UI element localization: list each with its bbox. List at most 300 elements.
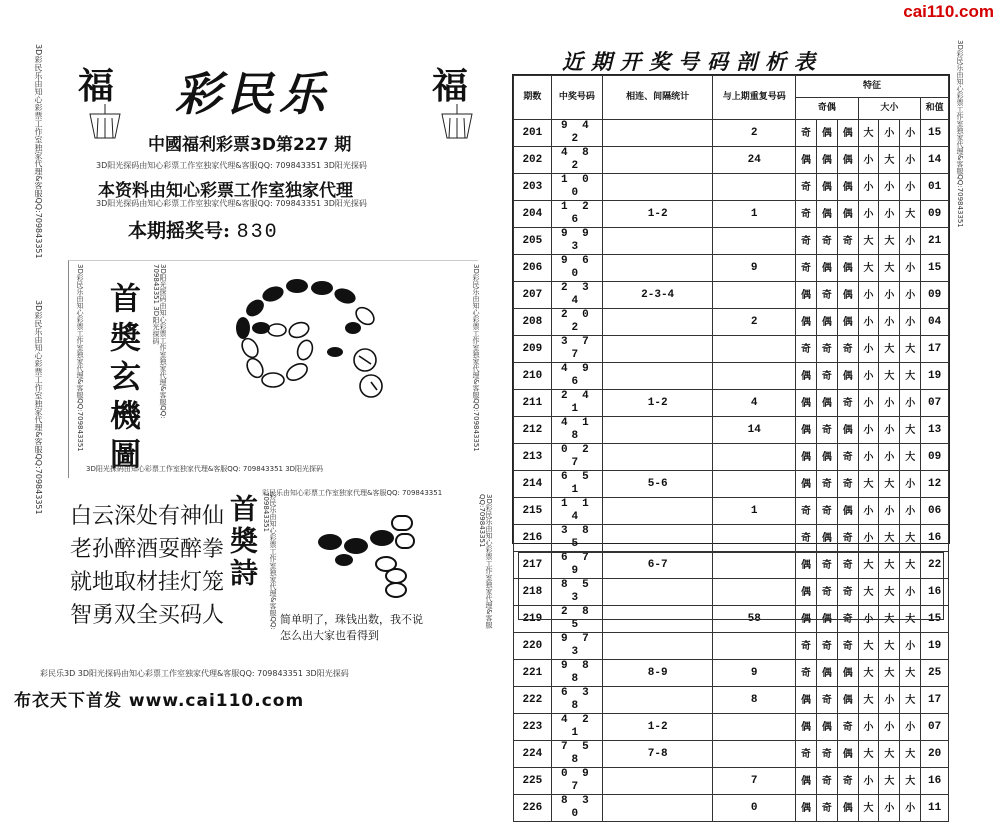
cell-parity: 偶 (816, 201, 837, 228)
table-row (514, 444, 949, 471)
cell-gap: 1-2 (603, 714, 713, 741)
cell-parity: 奇 (816, 687, 837, 714)
table-row (514, 714, 949, 741)
tassel-left-icon (80, 104, 130, 140)
cell-issue: 214 (514, 471, 552, 498)
cell-repeat (713, 444, 796, 471)
cell-issue: 215 (514, 498, 552, 525)
puzzle-contact-strip: 3D阳光探码由知心彩票工作室独家代理&客服QQ: 709843351 3D阳光探码 (152, 264, 167, 419)
cell-size: 大 (879, 228, 900, 255)
cell-size: 大 (858, 120, 879, 147)
fu-character-left: 福 (78, 65, 115, 107)
cell-parity: 偶 (796, 552, 817, 579)
cell-issue: 223 (514, 714, 552, 741)
cell-parity: 奇 (796, 174, 817, 201)
footer-contact-line: 彩民乐3D 3D阳光探码由知心彩票工作室独家代理&客服QQ: 709843351 3D阳光探码 (40, 669, 349, 678)
table-row (514, 417, 949, 444)
cell-repeat (713, 714, 796, 741)
cell-size: 小 (900, 174, 921, 201)
coin-poem-illustration (300, 512, 430, 600)
cell-parity: 奇 (837, 471, 858, 498)
cell-parity: 偶 (837, 741, 858, 768)
cell-repeat (713, 363, 796, 390)
cell-parity: 偶 (796, 444, 817, 471)
cell-size: 小 (879, 417, 900, 444)
cell-size: 小 (858, 606, 879, 633)
cell-size: 小 (900, 147, 921, 174)
table-row (514, 147, 949, 174)
cell-sum: 19 (921, 633, 949, 660)
cell-gap (603, 525, 713, 552)
table-row (514, 795, 949, 822)
poem-line: 就地取材挂灯笼 (70, 570, 225, 595)
cell-parity: 偶 (796, 606, 817, 633)
table-row (514, 336, 949, 363)
cell-gap: 7-8 (603, 741, 713, 768)
cell-parity: 奇 (796, 201, 817, 228)
cell-parity: 偶 (816, 714, 837, 741)
cell-number: 6 5 1 (551, 471, 602, 498)
puzzle-contact-strip-outer: 3D彩民乐由知心彩票工作室独家代理&客服QQ:709843351 (76, 264, 84, 452)
cell-repeat: 1 (713, 498, 796, 525)
cell-repeat (713, 282, 796, 309)
cell-size: 小 (900, 498, 921, 525)
cell-size: 大 (858, 687, 879, 714)
cell-repeat: 14 (713, 417, 796, 444)
cell-number: 9 9 3 (551, 228, 602, 255)
cell-number: 4 2 1 (551, 714, 602, 741)
cell-parity: 奇 (837, 525, 858, 552)
table-row (514, 633, 949, 660)
cell-size: 小 (900, 633, 921, 660)
note-line: 简单明了，珠钱出数，我不说 (280, 613, 423, 626)
draw-number: 830 (236, 221, 279, 244)
table-row (514, 309, 949, 336)
contact-line-top: 3D阳光探码由知心彩票工作室独家代理&客服QQ: 709843351 3D阳光探码 (96, 161, 367, 170)
cell-parity: 奇 (796, 336, 817, 363)
tassel-right-icon (432, 104, 482, 140)
cell-size: 小 (858, 309, 879, 336)
cell-parity: 偶 (816, 120, 837, 147)
cell-parity: 奇 (796, 228, 817, 255)
cell-size: 大 (858, 255, 879, 282)
cell-size: 大 (900, 336, 921, 363)
cell-issue: 221 (514, 660, 552, 687)
cell-parity: 奇 (796, 741, 817, 768)
table-row (514, 255, 949, 282)
cell-size: 大 (858, 660, 879, 687)
cell-repeat: 1 (713, 201, 796, 228)
header-feature: 特征 (796, 76, 949, 98)
brand-title: 彩民乐 (175, 67, 331, 121)
cell-issue: 222 (514, 687, 552, 714)
draw-history-table-frame (512, 74, 950, 820)
cell-issue: 220 (514, 633, 552, 660)
cell-repeat (713, 741, 796, 768)
cell-size: 大 (879, 741, 900, 768)
cell-size: 大 (879, 336, 900, 363)
blank-notes-box (518, 552, 944, 620)
cell-size: 小 (900, 795, 921, 822)
cell-parity: 奇 (837, 552, 858, 579)
header-issue: 期数 (514, 76, 552, 120)
cell-parity: 奇 (796, 660, 817, 687)
fu-character-right: 福 (432, 65, 469, 107)
header-size: 大小 (858, 98, 921, 120)
cell-number: 1 0 0 (551, 174, 602, 201)
table-row (514, 498, 949, 525)
cell-parity: 奇 (816, 282, 837, 309)
poem-contact-strip: 彩民乐由知心彩票工作室独家代理&客服QQ: 709843351 (262, 492, 277, 630)
cell-issue: 210 (514, 363, 552, 390)
cell-size: 大 (900, 444, 921, 471)
cell-parity: 偶 (837, 417, 858, 444)
table-row (514, 525, 949, 552)
cell-parity: 偶 (837, 498, 858, 525)
table-row (514, 471, 949, 498)
poem-line: 白云深处有神仙 (70, 504, 225, 529)
cell-repeat: 8 (713, 687, 796, 714)
cell-size: 小 (858, 444, 879, 471)
cell-size: 大 (900, 687, 921, 714)
cell-gap (603, 768, 713, 795)
cell-sum: 19 (921, 363, 949, 390)
cell-repeat (713, 228, 796, 255)
cell-parity: 偶 (837, 795, 858, 822)
draw-history-table (513, 75, 949, 822)
cell-issue: 205 (514, 228, 552, 255)
cell-size: 小 (858, 417, 879, 444)
cell-repeat (713, 633, 796, 660)
cell-parity: 奇 (816, 795, 837, 822)
cell-issue: 213 (514, 444, 552, 471)
table-row (514, 390, 949, 417)
cell-size: 大 (879, 552, 900, 579)
draw-label: 本期摇奖号: (128, 220, 231, 242)
cell-size: 大 (879, 255, 900, 282)
table-row (514, 741, 949, 768)
cell-parity: 奇 (816, 552, 837, 579)
cell-issue: 202 (514, 147, 552, 174)
cell-sum: 16 (921, 579, 949, 606)
cell-parity: 奇 (816, 498, 837, 525)
cell-gap: 1-2 (603, 390, 713, 417)
cell-sum: 12 (921, 471, 949, 498)
cell-size: 大 (879, 633, 900, 660)
site-watermark-bottom: 布衣天下首发 www.cai110.com (14, 691, 305, 711)
cell-sum: 09 (921, 201, 949, 228)
cell-repeat: 4 (713, 390, 796, 417)
cell-gap (603, 444, 713, 471)
agent-line: 本资料由知心彩票工作室独家代理 (98, 181, 353, 201)
cell-parity: 偶 (796, 687, 817, 714)
cell-size: 小 (900, 228, 921, 255)
cell-number: 2 8 5 (551, 606, 602, 633)
cell-parity: 偶 (837, 660, 858, 687)
table-row (514, 282, 949, 309)
cell-sum: 21 (921, 228, 949, 255)
cell-size: 大 (858, 552, 879, 579)
cell-parity: 奇 (816, 633, 837, 660)
cell-size: 小 (879, 444, 900, 471)
cell-size: 大 (858, 471, 879, 498)
cell-parity: 奇 (796, 498, 817, 525)
cell-sum: 16 (921, 525, 949, 552)
cell-parity: 偶 (816, 606, 837, 633)
cell-parity: 偶 (796, 714, 817, 741)
cell-number: 2 3 4 (551, 282, 602, 309)
cell-size: 大 (900, 552, 921, 579)
cell-size: 小 (900, 390, 921, 417)
cell-parity: 奇 (796, 120, 817, 147)
puzzle-contact-strip-right: 3D彩民乐由知心彩票工作室独家代理&客服QQ:709843351 (472, 264, 480, 452)
cell-sum: 01 (921, 174, 949, 201)
cell-size: 大 (900, 417, 921, 444)
cell-size: 小 (858, 363, 879, 390)
table-row (514, 228, 949, 255)
cell-gap (603, 255, 713, 282)
cell-issue: 217 (514, 552, 552, 579)
cell-issue: 216 (514, 525, 552, 552)
cell-gap: 1-2 (603, 201, 713, 228)
header-sum: 和值 (921, 98, 949, 120)
cell-gap (603, 633, 713, 660)
cell-parity: 奇 (816, 363, 837, 390)
cell-parity: 奇 (837, 633, 858, 660)
side-contact-strip-left: 3D彩民乐由知心彩票工作室独家代理&客服QQ:709843351 (34, 44, 43, 259)
header-gap: 相连、间隔统计 (603, 76, 713, 120)
cell-size: 小 (858, 498, 879, 525)
cell-size: 小 (879, 687, 900, 714)
cell-size: 小 (900, 579, 921, 606)
cell-size: 小 (858, 174, 879, 201)
cell-issue: 209 (514, 336, 552, 363)
issue-line: 中國福利彩票3D第227 期 (148, 135, 352, 155)
header-parity: 奇偶 (796, 98, 859, 120)
cell-number: 0 9 7 (551, 768, 602, 795)
cell-number: 3 7 7 (551, 336, 602, 363)
cell-number: 8 3 0 (551, 795, 602, 822)
cell-sum: 14 (921, 147, 949, 174)
site-watermark-top: cai110.com (903, 2, 994, 21)
cell-gap (603, 363, 713, 390)
cell-parity: 偶 (796, 795, 817, 822)
cell-size: 大 (900, 741, 921, 768)
cell-size: 小 (858, 714, 879, 741)
cell-gap (603, 309, 713, 336)
cell-parity: 偶 (796, 309, 817, 336)
cell-parity: 偶 (837, 363, 858, 390)
header-number: 中奖号码 (551, 76, 602, 120)
poem-title: 首奬詩 (226, 494, 259, 590)
cell-parity: 奇 (816, 417, 837, 444)
cell-sum: 16 (921, 768, 949, 795)
side-contact-strip-right: 3D彩民乐由知心彩票工作室独家代理&客服QQ:709843351 (956, 40, 964, 228)
cell-size: 小 (879, 282, 900, 309)
cell-number: 4 8 2 (551, 147, 602, 174)
cell-issue: 219 (514, 606, 552, 633)
cell-gap (603, 174, 713, 201)
cell-sum: 06 (921, 498, 949, 525)
cell-repeat (713, 525, 796, 552)
cell-parity: 偶 (796, 417, 817, 444)
cell-size: 小 (858, 282, 879, 309)
cell-parity: 奇 (816, 579, 837, 606)
cell-size: 大 (879, 606, 900, 633)
cell-issue: 224 (514, 741, 552, 768)
cell-number: 1 1 4 (551, 498, 602, 525)
cell-size: 大 (858, 579, 879, 606)
header-repeat: 与上期重复号码 (713, 76, 796, 120)
cell-number: 9 4 2 (551, 120, 602, 147)
cell-gap: 6-7 (603, 552, 713, 579)
cell-parity: 偶 (816, 255, 837, 282)
poem-line: 老孙醉酒耍醉拳 (70, 537, 225, 562)
cell-size: 小 (858, 525, 879, 552)
cell-parity: 奇 (837, 714, 858, 741)
cell-issue: 201 (514, 120, 552, 147)
cell-size: 大 (900, 660, 921, 687)
puzzle-contact-line: 3D阳光探码由知心彩票工作室独家代理&客服QQ: 709843351 3D阳光探码 (86, 465, 324, 473)
cell-repeat: 9 (713, 660, 796, 687)
cell-repeat: 58 (713, 606, 796, 633)
cell-parity: 偶 (796, 579, 817, 606)
cell-number: 0 2 7 (551, 444, 602, 471)
cell-gap (603, 498, 713, 525)
cell-number: 7 5 8 (551, 741, 602, 768)
cell-sum: 07 (921, 390, 949, 417)
cell-size: 大 (879, 525, 900, 552)
cell-gap: 2-3-4 (603, 282, 713, 309)
cell-gap (603, 228, 713, 255)
cell-size: 小 (900, 255, 921, 282)
cell-parity: 奇 (816, 471, 837, 498)
cell-size: 小 (858, 390, 879, 417)
poem-lines (70, 500, 224, 632)
cell-parity: 奇 (837, 606, 858, 633)
cell-parity: 奇 (816, 228, 837, 255)
poem-contact-line: 彩民乐由知心彩票工作室独家代理&客服QQ: 709843351 (262, 489, 443, 497)
poem-note (280, 612, 423, 644)
cell-parity: 奇 (816, 741, 837, 768)
cell-number: 2 0 2 (551, 309, 602, 336)
cell-parity: 偶 (796, 282, 817, 309)
cell-size: 小 (858, 201, 879, 228)
cell-parity: 奇 (796, 525, 817, 552)
cell-size: 大 (900, 525, 921, 552)
cell-size: 小 (900, 282, 921, 309)
cell-parity: 奇 (796, 255, 817, 282)
cell-issue: 225 (514, 768, 552, 795)
cell-size: 大 (900, 606, 921, 633)
cell-repeat: 7 (713, 768, 796, 795)
cell-size: 小 (879, 795, 900, 822)
cell-size: 小 (900, 471, 921, 498)
cell-number: 2 4 1 (551, 390, 602, 417)
cell-parity: 偶 (796, 768, 817, 795)
cell-size: 小 (900, 309, 921, 336)
cell-gap: 5-6 (603, 471, 713, 498)
cell-gap (603, 417, 713, 444)
cell-issue: 204 (514, 201, 552, 228)
cell-parity: 偶 (837, 687, 858, 714)
cell-parity: 奇 (837, 768, 858, 795)
cell-number: 9 7 3 (551, 633, 602, 660)
cell-sum: 09 (921, 444, 949, 471)
cell-parity: 偶 (796, 390, 817, 417)
draw-number-line (128, 216, 279, 244)
cell-sum: 25 (921, 660, 949, 687)
table-row (514, 174, 949, 201)
cell-number: 9 6 0 (551, 255, 602, 282)
cell-size: 大 (858, 741, 879, 768)
cell-sum: 09 (921, 282, 949, 309)
table-row (514, 201, 949, 228)
table-row (514, 687, 949, 714)
cell-number: 4 9 6 (551, 363, 602, 390)
cell-parity: 奇 (816, 336, 837, 363)
cell-sum: 15 (921, 120, 949, 147)
cell-size: 小 (858, 147, 879, 174)
cell-parity: 偶 (816, 174, 837, 201)
cell-parity: 偶 (816, 525, 837, 552)
cell-sum: 22 (921, 552, 949, 579)
cell-parity: 偶 (837, 282, 858, 309)
cell-size: 小 (900, 120, 921, 147)
cell-number: 3 8 5 (551, 525, 602, 552)
cell-repeat: 2 (713, 309, 796, 336)
cell-parity: 奇 (837, 336, 858, 363)
cell-size: 大 (879, 147, 900, 174)
contact-line-bottom: 3D阳光探码由知心彩票工作室独家代理&客服QQ: 709843351 3D阳光探码 (96, 199, 367, 208)
cell-repeat (713, 471, 796, 498)
cell-parity: 奇 (796, 633, 817, 660)
cell-size: 大 (858, 228, 879, 255)
cell-sum: 11 (921, 795, 949, 822)
cell-size: 小 (858, 768, 879, 795)
cell-issue: 208 (514, 309, 552, 336)
cell-sum: 15 (921, 606, 949, 633)
cell-size: 小 (879, 174, 900, 201)
cell-parity: 偶 (816, 660, 837, 687)
cell-size: 大 (900, 363, 921, 390)
cell-size: 小 (879, 120, 900, 147)
side-contact-strip-left-2: 3D彩民乐由知心彩票工作室独家代理&客服QQ:709843351 (34, 300, 43, 515)
cell-number: 6 3 8 (551, 687, 602, 714)
cell-repeat (713, 174, 796, 201)
cell-parity: 奇 (837, 579, 858, 606)
cell-repeat: 0 (713, 795, 796, 822)
cell-number: 8 5 3 (551, 579, 602, 606)
cell-parity: 偶 (816, 390, 837, 417)
puzzle-title: 首奬玄機圖 (104, 282, 140, 477)
poem-contact-strip-right: 3D彩民乐由知心彩票工作室独家代理&客服QQ:709843351 (478, 494, 493, 629)
table-row (514, 363, 949, 390)
cell-parity: 偶 (837, 120, 858, 147)
cell-size: 小 (879, 390, 900, 417)
coin-puzzle-illustration (225, 268, 395, 418)
cell-size: 大 (900, 768, 921, 795)
cell-parity: 偶 (837, 174, 858, 201)
cell-sum: 17 (921, 687, 949, 714)
cell-issue: 207 (514, 282, 552, 309)
table-row (514, 660, 949, 687)
cell-parity: 偶 (837, 309, 858, 336)
cell-size: 大 (879, 363, 900, 390)
cell-parity: 偶 (837, 255, 858, 282)
cell-size: 小 (858, 336, 879, 363)
cell-repeat (713, 336, 796, 363)
